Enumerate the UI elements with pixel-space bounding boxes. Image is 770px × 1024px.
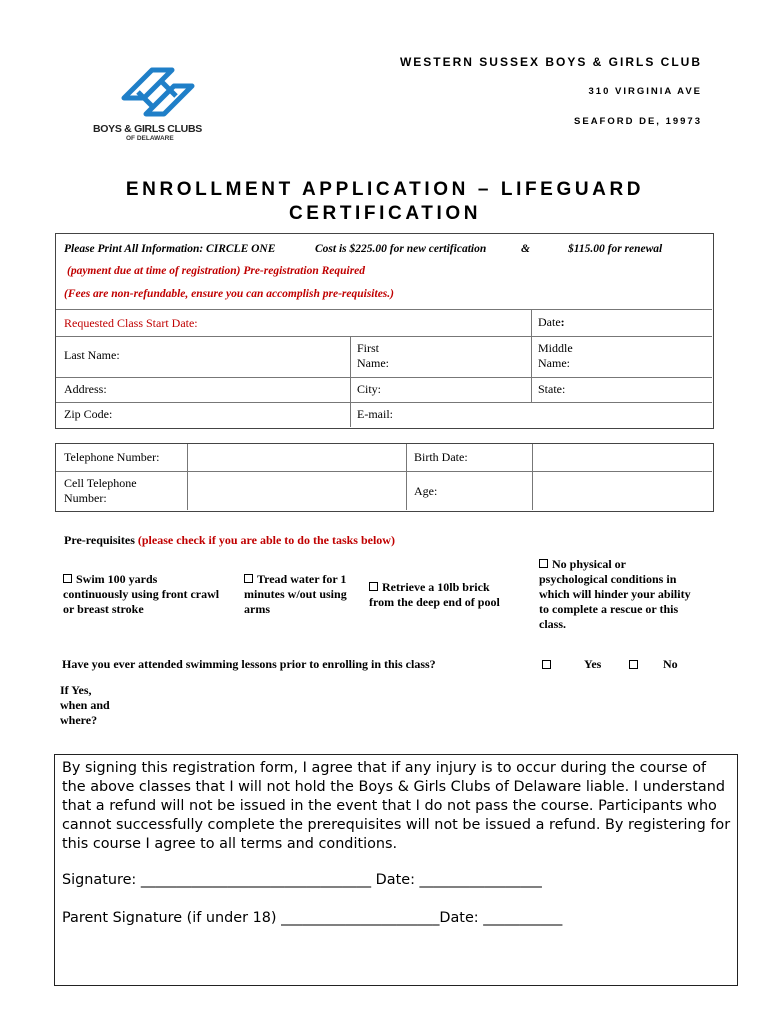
checkbox-icon[interactable] — [539, 559, 548, 568]
checkbox-icon[interactable] — [369, 582, 378, 591]
applicant-info-box — [55, 233, 714, 429]
logo-text: BOYS & GIRLS CLUBS — [93, 123, 202, 135]
telephone-input[interactable] — [189, 445, 405, 470]
zip-label: Zip Code: — [64, 407, 113, 421]
org-name: WESTERN SUSSEX BOYS & GIRLS CLUB — [399, 55, 702, 69]
prereq-heading: Pre-requisites (please check if you are able to do the tasks below) — [64, 533, 395, 547]
first-name-label: First Name: — [357, 341, 389, 370]
parent-signature-line[interactable]: Parent Signature (if under 18) ______________________Date: ___________ — [62, 910, 563, 926]
checkbox-icon[interactable] — [63, 574, 72, 583]
email-label: E-mail: — [357, 407, 393, 421]
last-name-label: Last Name: — [64, 348, 120, 362]
age-input[interactable] — [534, 473, 711, 509]
checkbox-icon[interactable] — [244, 574, 253, 583]
prereq-brick[interactable]: Retrieve a 10lb brick from the deep end of pool — [369, 580, 500, 609]
agreement-text: By signing this registration form, I agree that if any injury is to occur during the course of the above classes that I will not hold the Boys & Girls Clubs of Delaware liable. I understand that a refund will not be issued in the event that I do not pass the course. Participants who cannot successfully complete the prerequisites will not be issued a refund. By registering for this course I agree to all terms and conditions. — [62, 760, 731, 852]
cell-telephone-label: Cell Telephone Number: — [64, 476, 137, 505]
date-label: Date: — [538, 315, 565, 329]
fees-note: (Fees are non-refundable, ensure you can accomplish pre-requisites.) — [64, 288, 394, 300]
address-label: Address: — [64, 382, 107, 396]
requested-class-start-label: Requested Class Start Date: — [64, 316, 198, 330]
prereq-physical[interactable]: No physical or psychological conditions in which will hinder your ability to complete a rescue or this class. — [539, 557, 691, 631]
logo-icon — [118, 62, 198, 122]
yes-label: Yes — [584, 657, 602, 671]
cell-telephone-input[interactable] — [189, 473, 405, 509]
signature-line[interactable]: Signature: ________________________________ Date: _________________ — [62, 872, 542, 888]
no-checkbox-icon[interactable] — [629, 660, 638, 669]
org-city: SEAFORD DE, 19973 — [574, 116, 702, 127]
telephone-label: Telephone Number: — [64, 450, 160, 464]
city-label: City: — [357, 382, 382, 396]
cost-renewal-text: $115.00 for renewal — [568, 243, 663, 255]
if-yes-label: If Yes, when and where? — [60, 683, 110, 727]
payment-note: (payment due at time of registration) Pre-registration Required — [67, 265, 366, 277]
prereq-swim[interactable]: Swim 100 yards continuously using front crawl or breast stroke — [63, 572, 220, 616]
birth-date-input[interactable] — [534, 445, 711, 470]
cost-new-text: Cost is $225.00 for new certification — [315, 243, 487, 255]
print-all-text: Please Print All Information: CIRCLE ONE — [64, 243, 276, 255]
org-address: 310 VIRGINIA AVE — [588, 86, 702, 97]
logo-subtext: OF DELAWARE — [126, 135, 174, 142]
form-title-line2: CERTIFICATION — [288, 203, 482, 224]
form-title-line1: ENROLLMENT APPLICATION – LIFEGUARD — [125, 179, 645, 200]
state-label: State: — [538, 382, 566, 396]
ampersand-text: & — [521, 243, 530, 255]
prereq-tread[interactable]: Tread water for 1 minutes w/out using arms — [244, 572, 347, 616]
age-label: Age: — [414, 484, 438, 498]
club-logo — [88, 62, 228, 152]
no-label: No — [663, 657, 678, 671]
prereq-note: (please check if you are able to do the tasks below) — [137, 533, 395, 547]
middle-name-label: Middle Name: — [538, 341, 573, 370]
lessons-question: Have you ever attended swimming lessons prior to enrolling in this class? — [62, 657, 436, 671]
birth-date-label: Birth Date: — [414, 450, 468, 464]
yes-checkbox-icon[interactable] — [542, 660, 551, 669]
